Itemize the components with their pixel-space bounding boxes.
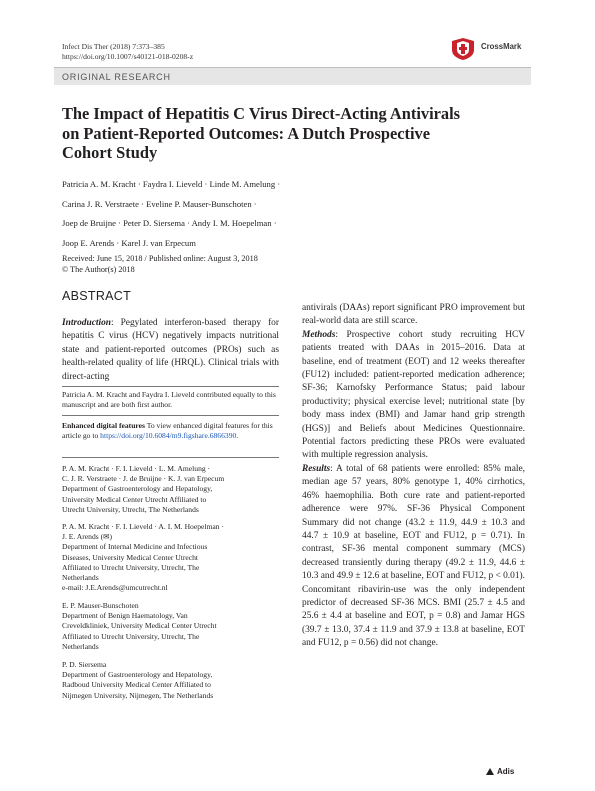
enhanced-label: Enhanced digital features xyxy=(62,421,145,430)
affiliation-line: Affiliated to Utrecht University, Utrecht, The xyxy=(62,562,200,572)
footnote-divider xyxy=(62,457,279,458)
intro-label: Introduction xyxy=(62,318,111,328)
affiliation-line: Utrecht University, Utrecht, The Netherlands xyxy=(62,504,199,514)
affiliation-block xyxy=(62,522,279,593)
article-title: The Impact of Hepatitis C Virus Direct-Acting Antivirals on Patient-Reported Outcomes: A Dutch Prospective Cohort Study xyxy=(62,104,461,162)
affiliation-line: Radboud University Medical Center Affiliated to xyxy=(62,680,211,690)
results-label: Results xyxy=(302,463,331,474)
affiliation-line: C. J. R. Verstraete · J. de Bruijne · K. J. van Erpecum xyxy=(62,474,225,484)
publication-dates xyxy=(62,253,258,275)
affiliation-line: Diseases, University Medical Center Utrecht xyxy=(62,552,199,562)
contact-email[interactable]: e-mail: J.E.Arends@umcutrecht.nl xyxy=(62,583,168,593)
methods-text: : Prospective cohort study recruiting HCV patients treated with DAAs in 2015–2016. Data at baseline, end of treatment (EOT) and 12 weeks thereafter (FU12) included: patient-reported medication adherence; SF-36; Karnofsky Performance Status; paid labour productivity; physical exercise level; nutritional state [by body mass index (BMI) and Jamar hand grip strength (HGS)] and Beliefs about Medicines Questionnaire. Potential factors predicting these PROs were evaluated with multiple regression analysis. xyxy=(302,329,525,461)
article-type-label: ORIGINAL RESEARCH xyxy=(54,67,531,85)
crossmark-label: CrossMark xyxy=(481,42,522,51)
enhanced-text: To view enhanced digital features for this article go to xyxy=(62,421,273,441)
journal-citation xyxy=(62,42,193,62)
affiliation-line: P. D. Siersema xyxy=(62,660,107,669)
abstract-heading: ABSTRACT xyxy=(62,289,132,303)
affiliation-line: P. A. M. Kracht · F. I. Lieveld · A. I. M. Hoepelman · xyxy=(62,522,224,531)
affiliation-block xyxy=(62,660,279,701)
affiliation-line: Department of Benign Haematology, Van xyxy=(62,611,188,621)
abstract-intro-continued: antivirals (DAAs) report significant PRO improvement but real-world data are still scarce. xyxy=(302,303,525,327)
affiliation-line: Netherlands xyxy=(62,641,99,651)
affiliation-line: Creveldkliniek, University Medical Center Utrecht xyxy=(62,621,217,631)
crossmark-badge[interactable] xyxy=(449,37,525,61)
affiliation-line: Affiliated to Utrecht University, Utrecht, The xyxy=(62,631,200,641)
received-published-line: Received: June 15, 2018 / Published online: August 3, 2018 xyxy=(62,254,258,263)
affiliation-line: Department of Gastroenterology and Hepatology, xyxy=(62,484,213,494)
footnote-divider xyxy=(62,415,279,416)
enhanced-end: . xyxy=(236,431,239,441)
author-line: Joop E. Arends · Karel J. van Erpecum xyxy=(62,237,196,248)
affiliation-block xyxy=(62,601,279,652)
results-text: : A total of 68 patients were enrolled: 85% male, median age 57 years, 80% genotype 1, 40% cirrhotics, 46% haemophilia. Both cure rate and patient-reported adherence were 97%. SF-36 Physical Component Summary did not change (43.2 ± 11.9, 44.9 ± 10.3 and 44.7 ± 10.9 at baseline, EOT and FU12, p = 0.71). In contrast, SF-36 mental component summary (MCS) decreased transiently during therapy (49.2 ± 11.9, 44.6 ± 10.3 and 49.9 ± 12.6 at baseline, EOT and FU12, p < 0.01). Concomitant ribavirin-use was the only independent predictor of decreased SF-36 MCS. BMI (25.7 ± 4.5 and 25.6 ± 4.4 at baseline and EOT, p = 0.8) and Jamar HGS (39.7 ± 13.0, 37.4 ± 11.9 and 37.9 ± 13.8 at baseline, EOT and FU12, p = 0.56) did not change. xyxy=(302,463,525,649)
publisher-name: Adis xyxy=(497,767,515,776)
author-line: Patricia A. M. Kracht · Faydra I. Lieveld · Linde M. Amelung · xyxy=(62,179,281,189)
affiliation-line: Department of Gastroenterology and Hepatology, xyxy=(62,670,213,680)
intro-text: : Pegylated interferon-based therapy for hepatitis C virus (HCV) negatively impacts nutritional state and patient-reported outcomes (PROs) such as health-related quality of life (HRQL). Clinical trials with direct-acting xyxy=(62,318,279,382)
methods-label: Methods xyxy=(302,329,336,340)
adis-triangle-icon xyxy=(486,768,494,775)
copyright-line: © The Author(s) 2018 xyxy=(62,265,135,274)
author-line: Joep de Bruijne · Peter D. Siersema · Andy I. M. Hoepelman · xyxy=(62,218,277,229)
footnote-divider xyxy=(62,386,279,387)
author-line: Carina J. R. Verstraete · Eveline P. Mauser-Bunschoten · xyxy=(62,198,257,209)
equal-contribution-note: Patricia A. M. Kracht and Faydra I. Lieveld contributed equally to this manuscript and are both first author. xyxy=(62,390,276,410)
crossmark-icon xyxy=(449,37,477,61)
author-list xyxy=(62,175,362,253)
affiliation-line: E. P. Mauser-Bunschoten xyxy=(62,601,139,610)
affiliation-line: Netherlands xyxy=(62,573,99,583)
publisher-logo xyxy=(486,767,514,776)
journal-line: Infect Dis Ther (2018) 7:373–385 xyxy=(62,42,165,51)
abstract-intro-paragraph xyxy=(62,317,279,384)
affiliation-line: J. E. Arends (✉) xyxy=(62,532,113,542)
affiliation-line: Nijmegen University, Nijmegen, The Netherlands xyxy=(62,690,214,700)
enhanced-features-note xyxy=(62,421,279,441)
affiliation-line: University Medical Center Utrecht Affiliated to xyxy=(62,494,207,504)
affiliation-line: P. A. M. Kracht · F. I. Lieveld · L. M. Amelung · xyxy=(62,464,211,473)
doi-line[interactable]: https://doi.org/10.1007/s40121-018-0208-z xyxy=(62,52,194,61)
abstract-right-column xyxy=(302,302,525,651)
affiliation-block xyxy=(62,464,279,515)
figshare-link[interactable]: https://doi.org/10.6084/m9.figshare.6866390 xyxy=(100,431,237,441)
affiliation-line: Department of Internal Medicine and Infectious xyxy=(62,542,208,552)
